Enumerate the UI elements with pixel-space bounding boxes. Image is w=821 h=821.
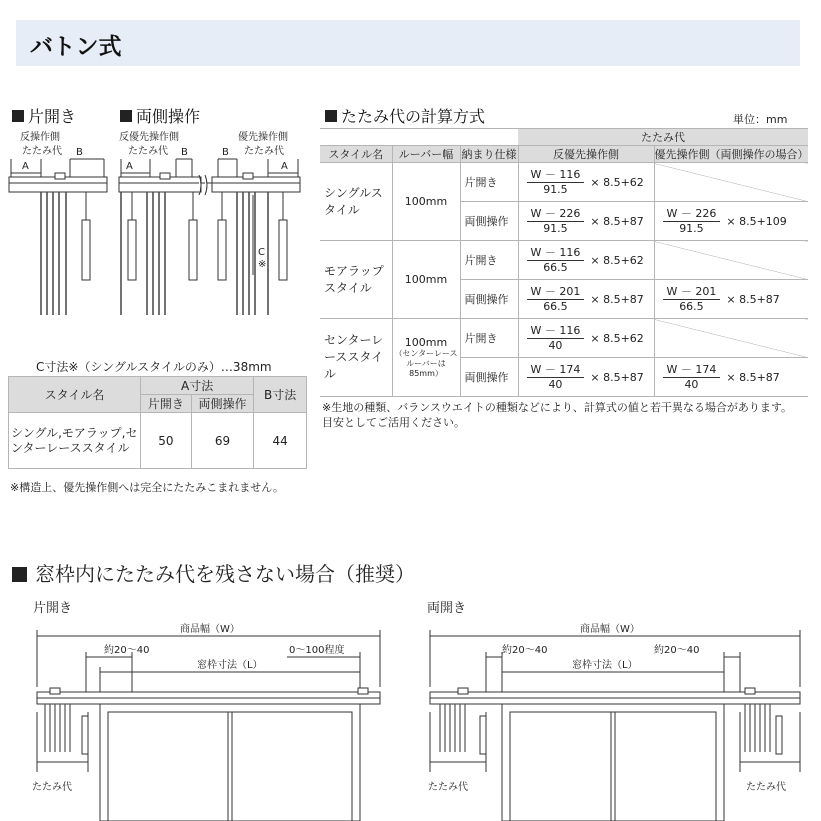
- fraction: [527, 285, 585, 314]
- numerator: W － 116: [527, 324, 585, 339]
- priority-formula-cell: [654, 358, 808, 397]
- th-spec: 納まり仕様: [460, 146, 518, 163]
- denominator: 66.5: [543, 260, 568, 274]
- style-name-cell: シングルスタイル: [320, 163, 392, 241]
- th-B: B寸法: [254, 377, 307, 413]
- left-footnote: ※構造上、優先操作側へは完全にたたみこまれません。: [10, 481, 284, 494]
- not-applicable-cell: [654, 163, 808, 202]
- style-name-cell: センターレーススタイル: [320, 319, 392, 397]
- header-bar: [16, 20, 800, 66]
- operator-text: × 8.5+87: [590, 214, 644, 228]
- tatami-label: たたみ代: [32, 782, 72, 793]
- anti-formula-cell: [518, 202, 654, 241]
- spec-cell: 両側操作: [460, 358, 518, 397]
- th-priority: 優先操作側（両側操作の場合）: [654, 146, 808, 163]
- td-b: 44: [254, 413, 307, 469]
- unit-label: 単位：mm: [733, 113, 788, 126]
- label-tatami: たたみ代: [22, 146, 62, 157]
- square-bullet-icon: [12, 567, 27, 582]
- operator-text: × 8.5+62: [590, 175, 644, 189]
- section-single: 片開き: [12, 104, 76, 127]
- double-label: 両開き: [427, 601, 467, 616]
- th-A: A寸法: [141, 377, 254, 395]
- spec-cell: 片開き: [460, 319, 518, 358]
- louver-value: 100mm: [404, 195, 448, 208]
- tatami-right-label: たたみ代: [746, 782, 786, 793]
- single-open-diagram: [0, 612, 400, 821]
- label-B-2: B: [181, 147, 188, 158]
- tatami-left-label: たたみ代: [428, 782, 468, 793]
- fraction: [663, 285, 721, 314]
- label-anti-side: 反操作側: [20, 132, 60, 143]
- operator-text: × 8.5+62: [590, 331, 644, 345]
- td-a-double: 69: [191, 413, 254, 469]
- baton-diagram: [0, 125, 310, 340]
- louver-note: （センターレースルーバーは85mm）: [394, 349, 458, 378]
- operator-text: × 8.5+87: [726, 292, 780, 306]
- anti-formula-cell: [518, 163, 654, 202]
- c-note: C寸法※（シングルスタイルのみ）…38mm: [36, 360, 272, 374]
- fraction: [527, 207, 585, 236]
- page-title: バトン式: [30, 34, 122, 60]
- single-label: 片開き: [33, 601, 73, 616]
- label-priority: 優先操作側: [238, 132, 288, 143]
- operator-text: × 8.5+87: [726, 370, 780, 384]
- label-tatami-3: たたみ代: [244, 146, 284, 157]
- th-anti: 反優先操作側: [518, 146, 654, 163]
- spec-cell: 両側操作: [460, 202, 518, 241]
- label-tatami-2: たたみ代: [128, 146, 168, 157]
- th-style-name: スタイル名: [320, 146, 392, 163]
- square-bullet-icon: [120, 110, 132, 122]
- numerator: W － 201: [527, 285, 585, 300]
- th-double: 両側操作: [191, 395, 254, 413]
- section-recommended: 窓枠内にたたみ代を残さない場合（推奨）: [12, 558, 415, 587]
- fraction: [527, 168, 585, 197]
- denominator: 91.5: [543, 182, 568, 196]
- approx-label: 約20～40: [104, 645, 150, 656]
- label-C-mark: ※: [258, 259, 267, 270]
- operator-text: × 8.5+87: [590, 292, 644, 306]
- right-footnote: ※生地の種類、バランスウエイトの種類などにより、計算式の値と若干異なる場合があります。目安としてご活用ください。: [322, 401, 793, 429]
- operator-text: × 8.5+87: [590, 370, 644, 384]
- louver-cell: [392, 319, 460, 397]
- double-open-diagram: [400, 612, 821, 821]
- denominator: 40: [548, 338, 563, 352]
- th-group: たたみ代: [518, 129, 808, 146]
- range-label: 0～100程度: [289, 645, 345, 656]
- denominator: 40: [684, 377, 699, 391]
- calc-table: [320, 128, 808, 397]
- approx-right-label: 約20～40: [654, 645, 700, 656]
- denominator: 66.5: [679, 299, 704, 313]
- th-style: スタイル名: [9, 377, 141, 413]
- square-bullet-icon: [325, 110, 337, 122]
- th-louver: ルーバー幅: [392, 146, 460, 163]
- calc-row: [320, 319, 808, 358]
- denominator: 66.5: [543, 299, 568, 313]
- window-label-2: 窓枠寸法（L）: [572, 660, 638, 671]
- product-width-label: 商品幅（W）: [180, 624, 240, 635]
- a-size-table: [8, 376, 307, 469]
- product-width-label-2: 商品幅（W）: [580, 624, 640, 635]
- label-B: B: [76, 147, 83, 158]
- square-bullet-icon: [12, 110, 24, 122]
- anti-formula-cell: [518, 280, 654, 319]
- section-double: 両側操作: [120, 104, 200, 127]
- numerator: W － 174: [527, 363, 585, 378]
- not-applicable-cell: [654, 319, 808, 358]
- style-name-cell: モアラップスタイル: [320, 241, 392, 319]
- numerator: W － 226: [527, 207, 585, 222]
- th-single: 片開き: [141, 395, 192, 413]
- label-anti-priority: 反優先操作側: [119, 132, 179, 143]
- anti-formula-cell: [518, 358, 654, 397]
- denominator: 91.5: [543, 221, 568, 235]
- louver-cell: [392, 163, 460, 241]
- spec-cell: 片開き: [460, 241, 518, 280]
- numerator: W － 174: [663, 363, 721, 378]
- operator-text: × 8.5+109: [726, 214, 787, 228]
- label-A-3: A: [281, 161, 288, 172]
- denominator: 91.5: [679, 221, 704, 235]
- numerator: W － 116: [527, 168, 585, 183]
- denominator: 40: [548, 377, 563, 391]
- fraction: [663, 207, 721, 236]
- fraction: [527, 246, 585, 275]
- section-calc: たたみ代の計算方式: [325, 104, 485, 127]
- label-A: A: [22, 161, 29, 172]
- calc-row: [320, 163, 808, 202]
- window-label: 窓枠寸法（L）: [197, 660, 263, 671]
- louver-cell: [392, 241, 460, 319]
- numerator: W － 226: [663, 207, 721, 222]
- fraction: [527, 324, 585, 353]
- numerator: W － 116: [527, 246, 585, 261]
- not-applicable-cell: [654, 241, 808, 280]
- approx-left-label: 約20～40: [502, 645, 548, 656]
- td-a-single: 50: [141, 413, 192, 469]
- anti-formula-cell: [518, 319, 654, 358]
- td-style: シングル,モアラップ,センターレーススタイル: [9, 413, 141, 469]
- label-C: C: [258, 247, 265, 258]
- priority-formula-cell: [654, 280, 808, 319]
- calc-row: [320, 241, 808, 280]
- numerator: W － 201: [663, 285, 721, 300]
- louver-value: 100mm: [404, 336, 448, 349]
- spec-cell: 両側操作: [460, 280, 518, 319]
- fraction: [663, 363, 721, 392]
- label-A-2: A: [126, 161, 133, 172]
- label-B-3: B: [222, 147, 229, 158]
- priority-formula-cell: [654, 202, 808, 241]
- operator-text: × 8.5+62: [590, 253, 644, 267]
- fraction: [527, 363, 585, 392]
- anti-formula-cell: [518, 241, 654, 280]
- louver-value: 100mm: [404, 273, 448, 286]
- spec-cell: 片開き: [460, 163, 518, 202]
